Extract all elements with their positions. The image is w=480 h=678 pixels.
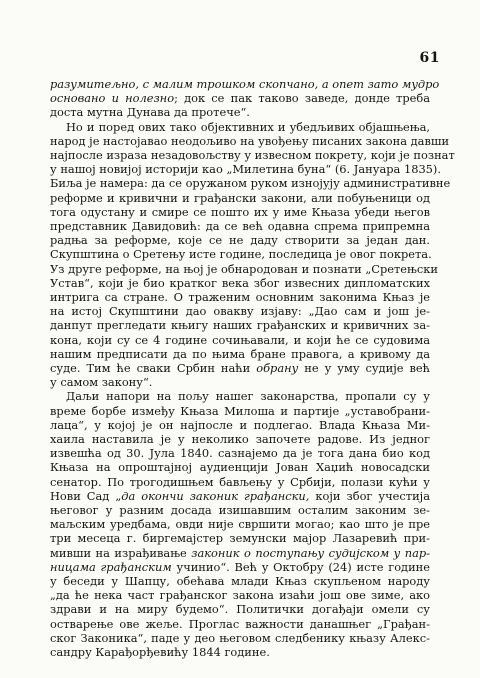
text-line: [66, 389, 430, 403]
text-line: [50, 645, 430, 659]
text-span: народ је настојавао неодољиво на увођењу писаних закона давши: [50, 133, 450, 148]
text-line: [50, 333, 430, 347]
text-span: реформе и кривични и грађански закони, али побуњеници од: [50, 190, 430, 205]
text-line: [50, 261, 438, 276]
text-span: Устав“, који је био кратког века због извесних дипломатских: [50, 275, 430, 290]
text-span: учинио“. Већ у Октобру (24) исте године: [171, 559, 430, 574]
text-span: Књаза на опроштајној аудиенцији Јован Хаџић новосадски: [50, 460, 430, 475]
text-line: [50, 304, 430, 318]
text-line: [50, 602, 430, 616]
italic-text: законик о поступању судијском у пар-: [191, 545, 430, 560]
text-span: сенатор. По трогодишњем бављењу у Србији, полази кући у: [50, 474, 430, 489]
text-line: [50, 546, 430, 560]
italic-text: обрану: [256, 361, 299, 375]
text-span: ; док се пак таково заведе, донде треба: [174, 91, 431, 106]
text-line: [50, 418, 430, 432]
text-span: Уз друге реформе, на њој је обнародован и познати „Сретењски: [50, 261, 438, 276]
text-span: у нашој новијој историји као „Милетина буна“ (6. Јануара 1835).: [50, 162, 441, 177]
text-span: представник Давидовић: да се већ одавна спрема припремна: [50, 219, 430, 233]
text-line: [50, 560, 430, 574]
text-line: [50, 77, 440, 91]
text-line: [50, 475, 430, 489]
text-line: [50, 176, 451, 191]
text-line: [50, 233, 430, 247]
text-span: не у уму судије већ: [298, 361, 430, 375]
text-span: здрави и на миру будемо“. Политички догађаји омели су: [50, 602, 430, 617]
text-line: [66, 120, 430, 134]
text-line: [50, 404, 430, 418]
text-span: остварење ове жеље. Проглас важности данашњег „Грађан-: [50, 616, 430, 631]
text-span: интрига са стране. О траженим основним законима Књаз је: [50, 290, 430, 304]
text-span: три месеца г. биргемајстер земунски мајор Лазаревић при-: [50, 531, 430, 546]
text-span: мивши на израђивање: [50, 545, 192, 560]
text-line: [50, 574, 430, 588]
text-line: [50, 588, 430, 602]
text-span: најпосле израза незадовољству у извесном покрету, који је познат: [50, 148, 455, 162]
text-span: Но и поред ових тако објективних и убедљивих објашњења,: [66, 119, 430, 134]
text-line: [50, 489, 430, 503]
text-line: [50, 219, 430, 233]
text-span: Скупштина о Сретењу исте године, последица је овог покрета.: [50, 247, 432, 262]
page-number: 61: [419, 50, 440, 66]
italic-text: да окончи законик грађански,: [121, 488, 310, 503]
text-span: Даљи напори на пољу нашег законарства, пропали су у: [66, 389, 430, 404]
text-line: [50, 105, 430, 119]
text-span: Нови Сад „: [50, 488, 122, 503]
text-line: [50, 531, 430, 545]
text-span: извешћа од 30. Јула 1840. сазнајемо да је тога дана био код: [50, 446, 430, 461]
italic-text: основано и нолезно: [50, 91, 175, 106]
text-line: [50, 432, 430, 446]
text-line: [50, 162, 441, 177]
text-line: [50, 276, 430, 290]
text-span: маљским уредбама, овди није свршити могао; као што је пре: [50, 517, 430, 532]
text-span: Биља је намера: да се оружаном руком изнојују административне: [50, 176, 451, 191]
text-span: доста мутна Дунава да протече“.: [50, 105, 250, 120]
text-line: [50, 290, 430, 304]
text-span: лаца“, у којој је он најпосле и подлегао. Влада Књаза Ми-: [50, 417, 430, 432]
italic-text: ницама грађанским: [50, 559, 172, 574]
text-line: [50, 460, 430, 474]
text-span: „да ће нека част грађанског закона изаћи још ове зиме, ако: [50, 588, 430, 603]
text-span: у беседи у Шапцу, обећава млади Књаз скупљеном народу: [50, 574, 430, 588]
text-line: [50, 503, 430, 517]
text-line: [50, 318, 430, 332]
text-span: сандру Карађорђевићу 1844 године.: [50, 645, 270, 659]
text-span: радња за реформе, које се не даду створити за један дан.: [50, 233, 430, 248]
text-span: ског Законика“, паде у део његовом следбенику књазу Алекс-: [50, 630, 430, 645]
text-span: данпут прегледати књигу наших грађанских и кривичних за-: [50, 318, 430, 333]
text-line: [50, 446, 430, 460]
text-line: [50, 617, 430, 631]
text-line: [50, 361, 430, 375]
text-span: његовог у разним досада изишавшим осталим законим зе-: [50, 503, 430, 517]
text-line: [50, 631, 430, 645]
italic-text: разумитељно, с малим трошком скопчано, а опет зато мудро: [50, 77, 440, 91]
text-span: хаила наставила је у неколико започете радове. Из једног: [50, 432, 430, 446]
text-line: [50, 205, 430, 219]
text-line: [50, 148, 455, 162]
text-span: време борбе између Књаза Милоша и партије „уставобрани-: [50, 403, 430, 418]
text-span: на истој Скупштини дао овакву изјаву: „Дао сам и још је-: [50, 304, 430, 319]
text-span: тога одустану и смире се пошто их у име Књаза убеди његов: [50, 204, 430, 219]
text-span: нашим предписати да по њима бране правога, а кривому да: [50, 346, 430, 361]
text-span: суде. Тим ће сваки Србин наћи: [50, 361, 257, 375]
text-line: [50, 133, 450, 148]
text-span: који због учестија: [309, 488, 430, 503]
text-line: [50, 375, 430, 389]
text-line: [50, 347, 430, 361]
text-line: [50, 247, 430, 261]
text-span: у самом закону“.: [50, 375, 153, 390]
text-line: [50, 517, 430, 531]
text-line: [50, 191, 430, 205]
text-line: [50, 91, 430, 105]
text-span: кона, који су се 4 године сочињавали, и који ће се судовима: [50, 332, 430, 347]
